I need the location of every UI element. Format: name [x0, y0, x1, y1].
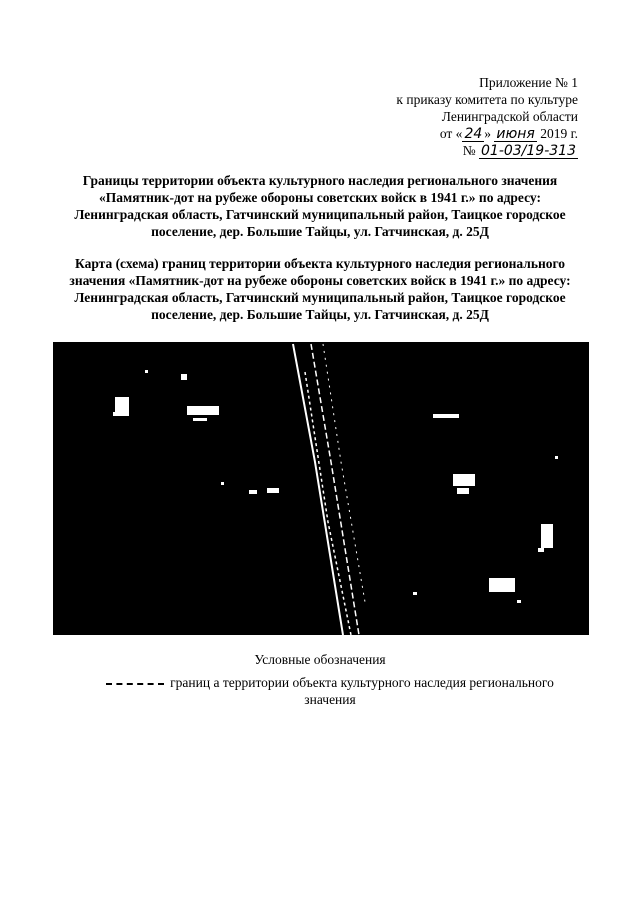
- handwritten-day: 24: [464, 126, 483, 142]
- dashed-boundary-symbol: [106, 683, 164, 685]
- appendix-order-ref: к приказу комитета по культуре: [396, 92, 578, 107]
- handwritten-month: июня: [496, 126, 535, 142]
- map-title: Карта (схема) границ территории объекта культурного наследия регионального значения «Памятник-дот на рубеже обороны советских войск в 1941 г.» по адресу: Ленинградская область, Гатчинский муниципальный район, Таицкое городское поселение, дер. Большие Тайцы, ул. Гатчинская, д. 25Д: [69, 256, 571, 322]
- aerial-map-graphic: [53, 342, 589, 635]
- appendix-number: Приложение № 1: [479, 75, 578, 90]
- appendix-region: Ленинградской области: [441, 109, 578, 124]
- legend-title: Условные обозначения: [254, 652, 386, 667]
- appendix-date: от « 24 » июня 2019 г.: [439, 126, 578, 142]
- legend-item: [90, 674, 570, 708]
- legend-item-label: границ а территории объекта культурного наследия регионального значения: [170, 675, 554, 707]
- appendix-order-number: № 01-03/19-313: [462, 143, 576, 159]
- appendix-block: [278, 74, 578, 159]
- handwritten-number: 01-03/19-313: [481, 143, 576, 159]
- map-image: [53, 342, 589, 635]
- document-title: Границы территории объекта культурного наследия регионального значения «Памятник-дот на рубеже обороны советских войск в 1941 г.» по адресу: Ленинградская область, Гатчинский муниципальный район, Таицкое городское поселение, дер. Большие Тайцы, ул. Гатчинская, д. 25Д: [74, 173, 566, 239]
